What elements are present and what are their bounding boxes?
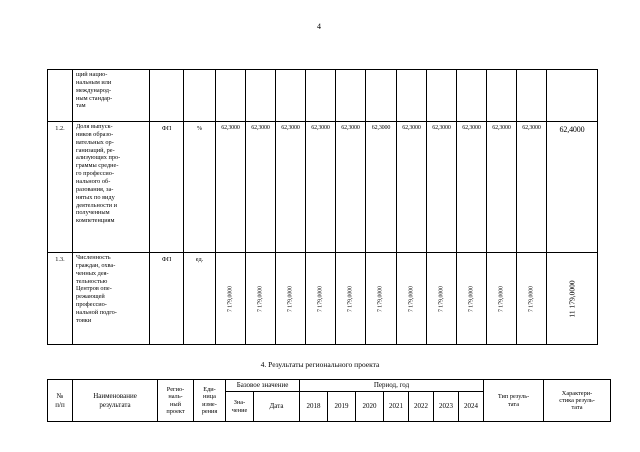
value-cell: 7 179,0000	[306, 253, 336, 345]
value-cell: 62,3000	[517, 122, 547, 253]
value-cell: 7 179,0000	[397, 253, 427, 345]
indicator-unit: ед.	[184, 253, 216, 345]
header-period: Период, год	[300, 380, 484, 392]
table-row	[48, 70, 598, 122]
target-value-cell: 11 179,0000	[547, 253, 598, 345]
value-cell: 7 179,0000	[427, 253, 457, 345]
value-cell: 7 179,0000	[487, 253, 517, 345]
header-result-characteristic: Характери- стика резуль- тата	[544, 380, 611, 422]
value-cell: 7 179,0000	[336, 253, 366, 345]
value-cell: 62,3000	[457, 122, 487, 253]
header-unit: Еди- ница изме- рения	[194, 380, 226, 422]
value-cell: 7 179,0000	[276, 253, 306, 345]
value-cell: 62,3000	[366, 122, 397, 253]
header-result-type: Тип резуль- тата	[484, 380, 544, 422]
header-base-value: Базовое значение	[226, 380, 300, 392]
value-cell: 7 179,0000	[457, 253, 487, 345]
table-row	[48, 122, 598, 253]
section-title: 4. Результаты регионального проекта	[260, 360, 380, 369]
row-number: 1.2.	[48, 122, 73, 253]
value-cell: 7 179,0000	[517, 253, 547, 345]
value-cell: 62,3000	[276, 122, 306, 253]
value-cell: 7 179,0000	[216, 253, 246, 345]
value-cell: 62,3000	[246, 122, 276, 253]
indicator-name-continued: щий нацио- нальным или международ- ным стандар- там	[73, 70, 150, 122]
header-year: 2019	[328, 392, 356, 422]
header-year: 2021	[384, 392, 409, 422]
indicator-type: ФП	[150, 253, 184, 345]
header-regional-project: Регио- наль- ный проект	[158, 380, 194, 422]
value-cell: 62,3000	[336, 122, 366, 253]
table-row	[48, 253, 598, 345]
header-date: Дата	[254, 392, 300, 422]
header-year: 2022	[409, 392, 434, 422]
value-cell: 62,3000	[427, 122, 457, 253]
indicator-unit: %	[184, 122, 216, 253]
row-number: 1.3.	[48, 253, 73, 345]
indicators-table	[47, 69, 598, 345]
indicator-type: ФП	[150, 122, 184, 253]
header-result-name: Наименование результата	[73, 380, 158, 422]
header-year: 2024	[459, 392, 484, 422]
value-cell: 62,3000	[397, 122, 427, 253]
value-cell: 7 179,0000	[366, 253, 397, 345]
header-year: 2023	[434, 392, 459, 422]
indicator-name: Численность граждан, охва- ченных дея- тельностью Центров опе- режающей профессио- нальной подго- товки	[73, 253, 150, 345]
header-value: Зна- чение	[226, 392, 254, 422]
value-cell: 62,3000	[306, 122, 336, 253]
target-value-cell: 62,4000	[547, 122, 598, 253]
page-number: 4	[317, 22, 321, 31]
header-number: № п/п	[48, 380, 73, 422]
value-cell: 62,3000	[216, 122, 246, 253]
results-table-header	[47, 379, 611, 422]
header-year: 2018	[300, 392, 328, 422]
value-cell: 62,3000	[487, 122, 517, 253]
indicator-name: Доля выпуск- ников образо- вательных ор- ганизаций, ре- ализующих про- граммы средне- го профессио- нального об- разования, за- нятых по виду деятельности и полученным компетенциям	[73, 122, 150, 253]
header-year: 2020	[356, 392, 384, 422]
value-cell: 7 179,0000	[246, 253, 276, 345]
table-row	[48, 380, 611, 392]
